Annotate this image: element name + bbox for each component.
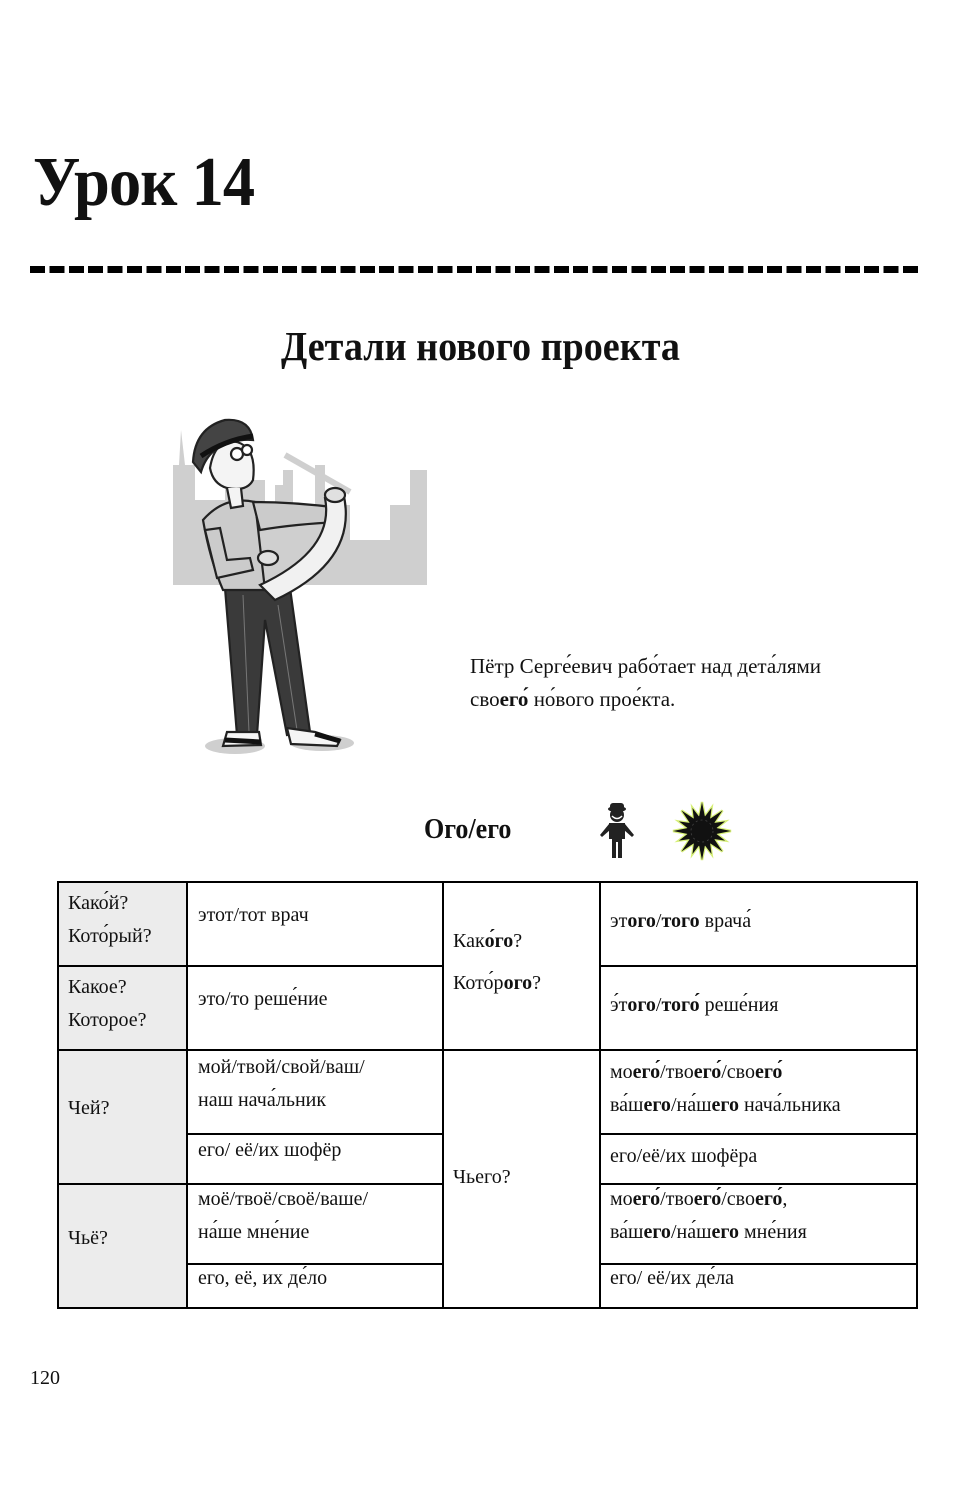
text: /на́ш	[670, 1094, 712, 1116]
text: /	[655, 994, 662, 1016]
bold-ending: его	[711, 1221, 739, 1243]
bold-ending: его	[711, 1094, 739, 1116]
text: ва́ш	[610, 1094, 644, 1116]
bold-ending: его́	[632, 1188, 661, 1210]
grammar-table	[57, 881, 918, 1309]
nominative-cell: это/то реше́ние	[198, 988, 328, 1010]
genitive-form-line	[610, 1056, 841, 1089]
lesson-subtitle	[0, 323, 960, 369]
text: /на́ш	[670, 1221, 712, 1243]
sun-icon	[672, 801, 732, 861]
nominative-line: на́ше мне́ние	[198, 1221, 310, 1243]
text: э́т	[610, 994, 628, 1016]
man-with-hat-icon	[597, 802, 637, 860]
bold-ending: ого	[503, 972, 533, 994]
question-text: Которое?	[68, 1009, 147, 1031]
text: его/ её/их де́ла	[610, 1267, 735, 1289]
text: его/её/их шофёра	[610, 1145, 758, 1167]
text: /тво	[660, 1061, 694, 1083]
text: нача́льника	[738, 1094, 841, 1116]
caption-line-2-prefix: сво	[470, 687, 500, 711]
bold-ending: того	[661, 910, 700, 932]
bold-ending: его	[643, 1221, 671, 1243]
question-text: Чьё?	[68, 1227, 108, 1249]
text: /сво	[721, 1061, 755, 1083]
nominative-cell	[198, 1183, 368, 1249]
caption-line-2-suffix: но́вого прое́кта.	[528, 687, 676, 711]
page-number: 120	[30, 1367, 60, 1389]
row-divider	[186, 1133, 443, 1135]
dashed-divider	[30, 266, 920, 273]
text: мо	[610, 1188, 633, 1210]
nominative-line: мой/твой/свой/ваш/	[198, 1056, 365, 1078]
text: /	[655, 910, 662, 932]
genitive-form-cell	[610, 1140, 757, 1173]
row-divider	[57, 965, 443, 967]
row-divider	[599, 1183, 918, 1185]
text: ва́ш	[610, 1221, 644, 1243]
question-cell	[68, 1222, 188, 1255]
bold-ending: ого	[627, 910, 656, 932]
question-text: Како́й?	[68, 892, 129, 914]
column-divider	[442, 881, 444, 1309]
text: реше́ния	[699, 994, 779, 1016]
genitive-form-cell	[610, 1183, 807, 1249]
caption-line-1: Пётр Серге́евич рабо́тает над дета́лями	[470, 654, 822, 678]
row-divider	[599, 1263, 918, 1265]
lesson-title: Урок 14	[33, 144, 255, 221]
nominative-cell: этот/тот врач	[198, 904, 309, 926]
genitive-question-line	[453, 967, 541, 1000]
bold-ending: его́	[754, 1188, 783, 1210]
man-with-blueprint-illustration	[165, 410, 435, 770]
genitive-question-line	[453, 925, 541, 958]
bold-ending: ого	[627, 994, 656, 1016]
table-border-right	[916, 881, 918, 1309]
row-divider	[57, 1049, 918, 1051]
bold-ending: его́	[754, 1061, 783, 1083]
question-cell	[68, 887, 188, 953]
column-divider	[599, 881, 601, 1309]
nominative-cell: его, её, их де́ло	[198, 1267, 328, 1289]
row-divider	[186, 1263, 443, 1265]
bold-ending: того́	[661, 994, 700, 1016]
genitive-form-line	[610, 1089, 841, 1122]
text: ?	[532, 972, 542, 994]
row-divider	[57, 1183, 443, 1185]
genitive-form-cell	[610, 905, 751, 938]
text: ?	[513, 930, 523, 952]
genitive-form-cell	[610, 1262, 734, 1295]
nominative-line: моё/твоё/своё/ваше/	[198, 1188, 369, 1210]
genitive-question-cell	[453, 925, 541, 1000]
genitive-form-line	[610, 1216, 807, 1249]
question-cell	[68, 971, 188, 1037]
caption-line-2-bold: его́	[499, 687, 529, 711]
genitive-form-line	[610, 1183, 807, 1216]
column-divider	[186, 881, 188, 1309]
text: врача́	[699, 910, 752, 932]
genitive-form-cell	[610, 1056, 841, 1122]
illustration-caption	[470, 650, 930, 716]
text: Как	[453, 930, 485, 952]
text: мне́ния	[738, 1221, 807, 1243]
lesson-subtitle-text: Детали нового проекта	[280, 323, 680, 369]
section-heading: Ого/его	[424, 814, 512, 845]
text: мо	[610, 1061, 633, 1083]
text: ,	[782, 1188, 788, 1210]
genitive-form-cell	[610, 989, 778, 1022]
question-text: Кото́рый?	[68, 925, 152, 947]
bold-ending: его́	[693, 1188, 722, 1210]
bold-ending: о́го	[484, 930, 514, 952]
text: /тво	[660, 1188, 694, 1210]
nominative-line: наш нача́льник	[198, 1089, 327, 1111]
row-divider	[599, 1133, 918, 1135]
nominative-cell	[198, 1051, 365, 1117]
question-cell	[68, 1092, 188, 1125]
row-divider	[599, 965, 918, 967]
question-text: Какое?	[68, 976, 127, 998]
text: Кото́р	[453, 972, 504, 994]
table-border-left	[57, 881, 59, 1309]
bold-ending: его́	[632, 1061, 661, 1083]
nominative-cell: его/ её/их шофёр	[198, 1139, 342, 1161]
question-text: Чей?	[68, 1097, 110, 1119]
genitive-question-cell: Чьего?	[453, 1166, 511, 1188]
bold-ending: его	[643, 1094, 671, 1116]
bold-ending: его́	[693, 1061, 722, 1083]
text: эт	[610, 910, 628, 932]
text: /сво	[721, 1188, 755, 1210]
